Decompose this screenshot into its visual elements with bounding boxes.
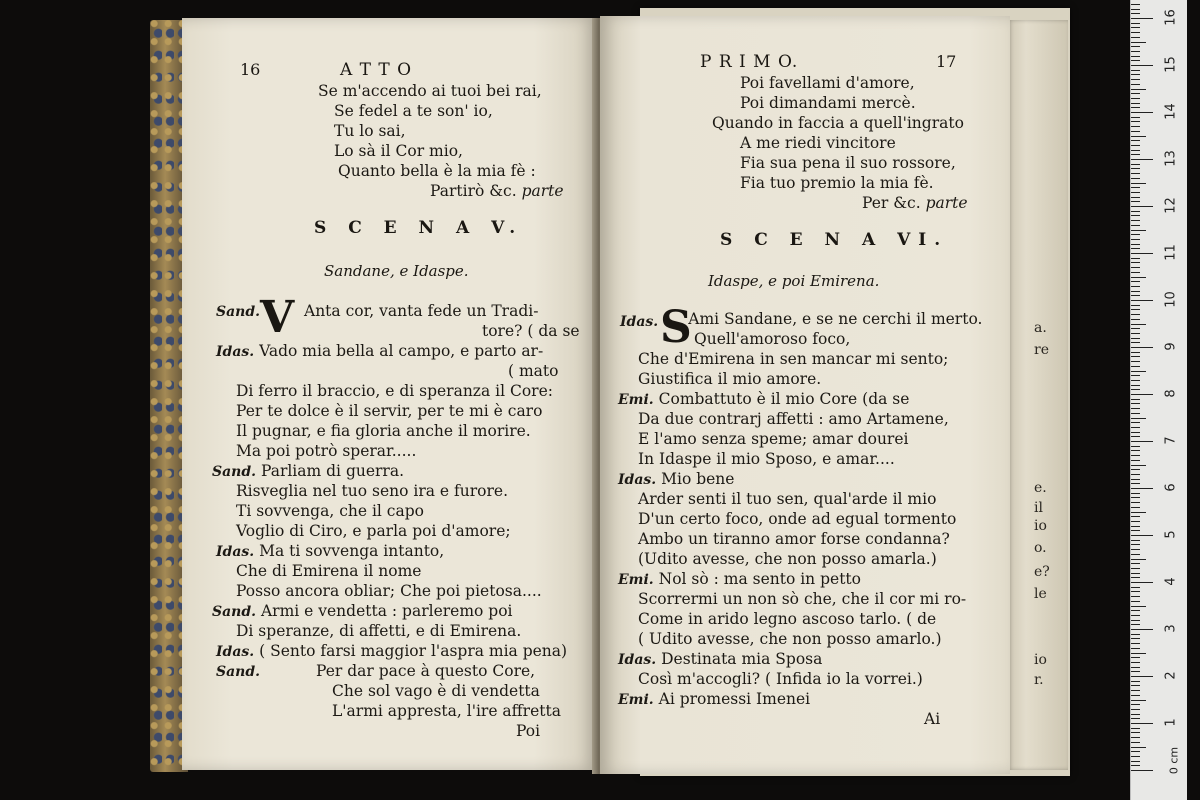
- ruler-tick: [1131, 126, 1140, 127]
- aria-line: Se fedel a te son' io,: [334, 102, 493, 120]
- ruler-tick: [1131, 295, 1140, 296]
- ruler-tick: [1131, 422, 1140, 423]
- ruler-number: 11: [1163, 244, 1179, 261]
- dialogue-line: Idas. Destinata mia Sposa: [618, 650, 823, 668]
- ruler-tick: [1131, 305, 1140, 306]
- ruler-number: 9: [1163, 342, 1179, 351]
- dialogue-line: Idas. ( Sento farsi maggior l'aspra mia pena): [216, 642, 568, 660]
- ruler-tick: [1131, 728, 1140, 729]
- ruler-tick: [1131, 638, 1140, 639]
- page-number: 17: [936, 52, 957, 71]
- dialogue-line: Emi. Combattuto è il mio Core (da se: [618, 390, 910, 408]
- ruler-tick: [1131, 46, 1140, 47]
- ruler-tick: [1131, 450, 1140, 451]
- ruler-tick: [1131, 559, 1146, 560]
- dialogue-line: Che sol vago è di vendetta: [332, 682, 540, 700]
- ruler-tick: [1131, 681, 1140, 682]
- ruler-tick: [1131, 483, 1140, 484]
- ruler-tick: [1131, 183, 1146, 184]
- ruler-tick: [1131, 662, 1140, 663]
- ruler-tick: [1131, 436, 1140, 437]
- ruler-number: 10: [1163, 291, 1179, 308]
- ruler-tick: [1131, 272, 1140, 273]
- ruler-tick: [1131, 732, 1140, 733]
- ruler-number: 13: [1163, 150, 1179, 167]
- ruler-number: 16: [1163, 9, 1179, 26]
- dialogue-line: E l'amo senza speme; amar dourei: [638, 430, 909, 448]
- ruler-tick: [1131, 765, 1140, 766]
- ruler-tick: [1131, 168, 1140, 169]
- ruler-tick: [1131, 201, 1140, 202]
- dialogue-line: ( mato: [508, 362, 559, 380]
- ruler-tick: [1131, 154, 1140, 155]
- ruler-tick: [1131, 262, 1140, 263]
- ruler-tick: [1131, 718, 1140, 719]
- ruler-tick: [1131, 469, 1140, 470]
- ruler-tick: [1131, 742, 1140, 743]
- ruler-tick: [1131, 526, 1140, 527]
- ruler-tick: [1131, 544, 1140, 545]
- ruler-tick: [1131, 394, 1153, 395]
- ruler-tick: [1131, 37, 1140, 38]
- edge-fragment: e.: [1034, 480, 1047, 496]
- ruler-tick: [1131, 23, 1140, 24]
- ruler-tick: [1131, 629, 1153, 630]
- scene-title: S C E N A VI.: [720, 230, 949, 250]
- aria-line: Quanto bella è la mia fè :: [338, 162, 536, 180]
- edge-fragment: le: [1034, 586, 1047, 602]
- dialogue-line: Che d'Emirena in sen mancar mi sento;: [638, 350, 949, 368]
- ruler-number: 1: [1163, 718, 1179, 727]
- ruler-tick: [1131, 338, 1140, 339]
- ruler-tick: [1131, 79, 1140, 80]
- dialogue-line: Sand. Armi e vendetta : parleremo poi: [212, 602, 513, 620]
- ruler-tick: [1131, 479, 1140, 480]
- ruler-tick: [1131, 65, 1153, 66]
- exit-line: Per &c. parte: [862, 194, 968, 212]
- ruler-tick: [1131, 211, 1140, 212]
- dialogue-line: Sand. Parliam di guerra.: [212, 462, 405, 480]
- ruler-tick: [1131, 601, 1140, 602]
- dialogue-line: tore? ( da se: [482, 322, 580, 340]
- ruler-tick: [1131, 380, 1140, 381]
- ruler-tick: [1131, 258, 1140, 259]
- aria-line: Tu lo sai,: [334, 122, 406, 140]
- dialogue-line: Emi. Nol sò : ma sento in petto: [618, 570, 861, 588]
- ruler-tick: [1131, 563, 1140, 564]
- ruler-tick: [1131, 385, 1140, 386]
- ruler-tick: [1131, 84, 1140, 85]
- ruler-tick: [1131, 164, 1140, 165]
- dialogue-line: Idas.: [620, 314, 659, 330]
- scene-title: S C E N A V.: [314, 218, 524, 238]
- dialogue-line: Ma poi potrò sperar.....: [236, 442, 417, 460]
- ruler-tick: [1131, 413, 1140, 414]
- dialogue-line: Risveglia nel tuo seno ira e furore.: [236, 482, 508, 500]
- ruler-tick: [1131, 197, 1140, 198]
- ruler-tick: [1131, 554, 1140, 555]
- ruler-tick: [1131, 606, 1146, 607]
- right-page: [600, 16, 1010, 774]
- aria-line: Fia tuo premio la mia fè.: [740, 174, 934, 192]
- ruler-tick: [1131, 281, 1140, 282]
- ruler-tick: [1131, 761, 1140, 762]
- ruler-tick: [1131, 723, 1153, 724]
- ruler-tick: [1131, 704, 1140, 705]
- ruler-tick: [1131, 620, 1140, 621]
- ruler-number: 4: [1163, 577, 1179, 586]
- ruler-tick: [1131, 648, 1140, 649]
- ruler-number: 3: [1163, 624, 1179, 633]
- ruler-tick: [1131, 488, 1153, 489]
- ruler-number: 7: [1163, 436, 1179, 445]
- drop-cap: S: [660, 302, 692, 353]
- ruler-tick: [1131, 192, 1140, 193]
- ruler-tick: [1131, 244, 1140, 245]
- dialogue-line: Idas. Vado mia bella al campo, e parto ar-: [216, 342, 544, 360]
- edge-fragment: io: [1034, 652, 1047, 668]
- ruler-tick: [1131, 418, 1146, 419]
- ruler-tick: [1131, 103, 1140, 104]
- left-page: [182, 18, 596, 770]
- dialogue-line: Quell'amoroso foco,: [694, 330, 851, 348]
- ruler-tick: [1131, 460, 1140, 461]
- scene-persons: Idaspe, e poi Emirena.: [708, 272, 880, 290]
- ruler-number: 15: [1163, 56, 1179, 73]
- ruler-tick: [1131, 328, 1140, 329]
- dialogue-line: ( Udito avesse, che non posso amarlo.): [638, 630, 942, 648]
- ruler-tick: [1131, 131, 1140, 132]
- ruler-tick: [1131, 93, 1140, 94]
- ruler-number: 8: [1163, 389, 1179, 398]
- ruler-tick: [1131, 643, 1140, 644]
- ruler-tick: [1131, 230, 1146, 231]
- ruler-tick: [1131, 516, 1140, 517]
- ruler-tick: [1131, 239, 1140, 240]
- ruler-tick: [1131, 286, 1140, 287]
- dialogue-line: Idas. Ma ti sovvenga intanto,: [216, 542, 445, 560]
- dialogue-line: Per te dolce è il servir, per te mi è caro: [236, 402, 543, 420]
- ruler-tick: [1131, 671, 1140, 672]
- ruler-tick: [1131, 441, 1153, 442]
- aria-line: Lo sà il Cor mio,: [334, 142, 463, 160]
- ruler-tick: [1131, 591, 1140, 592]
- running-head: A T T O: [340, 60, 413, 80]
- ruler-tick: [1131, 248, 1140, 249]
- ruler-tick: [1131, 690, 1140, 691]
- dialogue-line: Emi. Ai promessi Imenei: [618, 690, 811, 708]
- ruler-tick: [1131, 695, 1140, 696]
- ruler-tick: [1131, 700, 1146, 701]
- ruler-tick: [1131, 676, 1153, 677]
- ruler-tick: [1131, 51, 1140, 52]
- ruler-tick: [1131, 751, 1140, 752]
- ruler-tick: [1131, 540, 1140, 541]
- ruler-tick: [1131, 455, 1140, 456]
- ruler-tick: [1131, 225, 1140, 226]
- ruler-tick: [1131, 596, 1140, 597]
- ruler-tick: [1131, 277, 1146, 278]
- ruler-tick: [1131, 432, 1140, 433]
- ruler-tick: [1131, 220, 1140, 221]
- dialogue-line: Ambo un tiranno amor forse condanna?: [638, 530, 950, 548]
- ruler-tick: [1131, 206, 1153, 207]
- ruler-tick: [1131, 709, 1140, 710]
- measurement-ruler: [1130, 0, 1187, 800]
- ruler-tick: [1131, 361, 1140, 362]
- ruler-tick: [1131, 685, 1140, 686]
- ruler-tick: [1131, 117, 1140, 118]
- ruler-tick: [1131, 319, 1140, 320]
- ruler-tick: [1131, 173, 1140, 174]
- dialogue-line: 'Ami Sandane, e se ne cerchi il merto.: [684, 310, 983, 328]
- dialogue-line: Sand.: [216, 304, 261, 320]
- ruler-tick: [1131, 568, 1140, 569]
- ruler-tick: [1131, 497, 1140, 498]
- ruler-tick: [1131, 324, 1146, 325]
- exit-line: Partirò &c. parte: [430, 182, 564, 200]
- ruler-tick: [1131, 530, 1140, 531]
- ruler-tick: [1131, 521, 1140, 522]
- ruler-tick: [1131, 408, 1140, 409]
- dialogue-line: Giustifica il mio amore.: [638, 370, 822, 388]
- edge-fragment: o.: [1034, 540, 1047, 556]
- ruler-tick: [1131, 70, 1140, 71]
- dialogue-line: Sand.: [216, 664, 261, 680]
- page-edges: [1008, 20, 1068, 770]
- ruler-tick: [1131, 121, 1140, 122]
- ruler-tick: [1131, 56, 1140, 57]
- ruler-tick: [1131, 42, 1146, 43]
- ruler-tick: [1131, 582, 1153, 583]
- dialogue-line: Di ferro il braccio, e di speranza il Core:: [236, 382, 553, 400]
- ruler-tick: [1131, 512, 1146, 513]
- ruler-tick: [1131, 60, 1140, 61]
- ruler-tick: [1131, 136, 1146, 137]
- ruler-tick: [1131, 634, 1140, 635]
- aria-line: A me riedi vincitore: [740, 134, 896, 152]
- ruler-number: 12: [1163, 197, 1179, 214]
- ruler-tick: [1131, 333, 1140, 334]
- edge-fragment: io: [1034, 518, 1047, 534]
- dialogue-line: Scorrermi un non sò che, che il cor mi ro-: [638, 590, 967, 608]
- ruler-number: 2: [1163, 671, 1179, 680]
- ruler-tick: [1131, 145, 1140, 146]
- ruler-tick: [1131, 13, 1140, 14]
- ruler-tick: [1131, 356, 1140, 357]
- ruler-tick: [1131, 427, 1140, 428]
- ruler-tick: [1131, 300, 1153, 301]
- ruler-tick: [1131, 150, 1140, 151]
- aria-line: Quando in faccia a quell'ingrato: [712, 114, 964, 132]
- dialogue-line: Che di Emirena il nome: [236, 562, 422, 580]
- aria-line: Fia sua pena il suo rossore,: [740, 154, 956, 172]
- ruler-tick: [1131, 474, 1140, 475]
- ruler-tick: [1131, 347, 1153, 348]
- ruler-tick: [1131, 657, 1140, 658]
- running-head: P R I M O.: [700, 52, 799, 72]
- ruler-tick: [1131, 399, 1140, 400]
- ruler-tick: [1131, 352, 1140, 353]
- ruler-number: 5: [1163, 530, 1179, 539]
- ruler-tick: [1131, 403, 1140, 404]
- ruler-tick: [1131, 107, 1140, 108]
- scene-persons: Sandane, e Idaspe.: [324, 262, 469, 280]
- dialogue-line: D'un certo foco, onde ad egual tormento: [638, 510, 957, 528]
- ruler-tick: [1131, 577, 1140, 578]
- aria-line: Poi dimandami mercè.: [740, 94, 916, 112]
- ruler-tick: [1131, 493, 1140, 494]
- ruler-tick: [1131, 507, 1140, 508]
- ruler-number: 14: [1163, 103, 1179, 120]
- ruler-tick: [1131, 112, 1153, 113]
- ruler-tick: [1131, 714, 1140, 715]
- dialogue-line: Per dar pace à questo Core,: [316, 662, 536, 680]
- ruler-tick: [1131, 253, 1153, 254]
- dialogue-line: L'armi appresta, l'ire affretta: [332, 702, 561, 720]
- dialogue-line: Ti sovvenga, che il capo: [236, 502, 424, 520]
- ruler-tick: [1131, 371, 1146, 372]
- ruler-tick: [1131, 4, 1140, 5]
- ruler-tick: [1131, 98, 1140, 99]
- ruler-tick: [1131, 140, 1140, 141]
- dialogue-line: Anta cor, vanta fede un Tradi-: [304, 302, 539, 320]
- edge-fragment: r.: [1034, 672, 1044, 688]
- page-number: 16: [240, 60, 261, 79]
- dialogue-line: Così m'accogli? ( Infida io la vorrei.): [638, 670, 923, 688]
- ruler-tick: [1131, 610, 1140, 611]
- ruler-tick: [1131, 587, 1140, 588]
- dialogue-line: Arder senti il tuo sen, qual'arde il mio: [638, 490, 937, 508]
- ruler-tick: [1131, 653, 1146, 654]
- edge-fragment: re: [1034, 342, 1049, 358]
- ruler-tick: [1131, 18, 1153, 19]
- edge-fragment: il: [1034, 500, 1043, 516]
- ruler-tick: [1131, 366, 1140, 367]
- ruler-tick: [1131, 615, 1140, 616]
- ruler-tick: [1131, 187, 1140, 188]
- dialogue-line: Di speranze, di affetti, e di Emirena.: [236, 622, 522, 640]
- dialogue-line: Posso ancora obliar; Che poi pietosa....: [236, 582, 542, 600]
- ruler-tick: [1131, 267, 1140, 268]
- ruler-tick: [1131, 309, 1140, 310]
- dialogue-line: Voglio di Ciro, e parla poi d'amore;: [236, 522, 511, 540]
- edge-fragment: e?: [1034, 564, 1050, 580]
- ruler-tick: [1131, 465, 1146, 466]
- ruler-tick: [1131, 215, 1140, 216]
- ruler-tick: [1131, 342, 1140, 343]
- ruler-tick: [1131, 178, 1140, 179]
- catchword: Poi: [516, 722, 541, 740]
- catchword: Ai: [924, 710, 941, 728]
- dialogue-line: Idas. Mio bene: [618, 470, 735, 488]
- aria-line: Poi favellami d'amore,: [740, 74, 915, 92]
- ruler-tick: [1131, 502, 1140, 503]
- ruler-tick: [1131, 159, 1153, 160]
- ruler-unit-label: 0 cm: [1167, 746, 1181, 775]
- ruler-tick: [1131, 375, 1140, 376]
- ruler-tick: [1131, 747, 1146, 748]
- ruler-tick: [1131, 770, 1153, 771]
- aria-line: Se m'accendo ai tuoi bei rai,: [318, 82, 542, 100]
- ruler-tick: [1131, 314, 1140, 315]
- ruler-number: 6: [1163, 483, 1179, 492]
- ruler-tick: [1131, 446, 1140, 447]
- ruler-tick: [1131, 737, 1140, 738]
- ruler-tick: [1131, 27, 1140, 28]
- edge-fragment: a.: [1034, 320, 1047, 336]
- dialogue-line: Come in arido legno ascoso tarlo. ( de: [638, 610, 937, 628]
- ruler-tick: [1131, 74, 1140, 75]
- ruler-tick: [1131, 535, 1153, 536]
- ruler-tick: [1131, 624, 1140, 625]
- ruler-tick: [1131, 9, 1140, 10]
- dialogue-line: In Idaspe il mio Sposo, e amar....: [638, 450, 895, 468]
- ruler-tick: [1131, 89, 1146, 90]
- ruler-tick: [1131, 573, 1140, 574]
- ruler-tick: [1131, 756, 1140, 757]
- ruler-tick: [1131, 549, 1140, 550]
- ruler-tick: [1131, 389, 1140, 390]
- ruler-tick: [1131, 234, 1140, 235]
- dialogue-line: (Udito avesse, che non posso amarla.): [638, 550, 937, 568]
- dialogue-line: Il pugnar, e fia gloria anche il morire.: [236, 422, 531, 440]
- dialogue-line: Da due contrarj affetti : amo Artamene,: [638, 410, 949, 428]
- ruler-tick: [1131, 667, 1140, 668]
- ruler-tick: [1131, 32, 1140, 33]
- ruler-tick: [1131, 291, 1140, 292]
- drop-cap: V: [260, 292, 295, 343]
